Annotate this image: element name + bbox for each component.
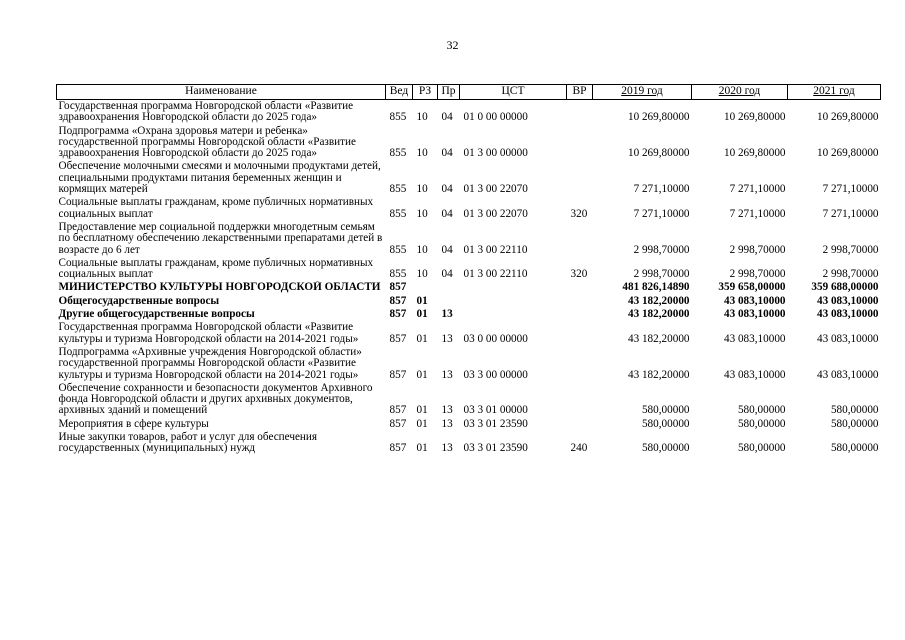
cell-pr: 13: [441, 417, 453, 430]
cell-vr: [567, 346, 593, 382]
table-row: [57, 221, 881, 257]
cell-2020: 580,00000: [737, 404, 786, 417]
cell-2021: 580,00000: [830, 442, 879, 455]
table-row: [57, 160, 881, 196]
cell-ved: 857: [389, 442, 407, 455]
cell-2019: 10 269,80000: [627, 147, 690, 160]
cell-rz: 10: [416, 147, 428, 160]
cell-cst: 03 3 00 00000: [463, 368, 528, 381]
cell-ved: 855: [389, 207, 407, 220]
header-2019: 2019 год: [593, 85, 692, 100]
cell-vr: [567, 100, 593, 125]
cell-rz: 10: [416, 111, 428, 124]
table-row: [57, 281, 881, 294]
cell-2019: 43 182,20000: [627, 368, 690, 381]
cell-2021: 10 269,80000: [816, 111, 879, 124]
table-body: [57, 100, 881, 456]
cell-ved: 855: [389, 111, 407, 124]
cell-name: Подпрограмма «Архивные учреждения Новгородской области» государственной программы Новгородской области «Развитие культуры и туризма Новгородской области на 2014-2021 годы»: [58, 345, 362, 381]
cell-2020: 43 083,10000: [723, 294, 786, 307]
cell-2020: 43 083,10000: [723, 368, 786, 381]
cell-name: Мероприятия в сфере культуры: [58, 417, 209, 430]
cell-pr: 13: [441, 368, 453, 381]
cell-2020: 43 083,10000: [723, 332, 786, 345]
cell-cst: 03 3 01 00000: [463, 404, 528, 417]
table-row: [57, 418, 881, 431]
cell-2019: 580,00000: [641, 417, 690, 430]
cell-2019: 481 826,14890: [622, 281, 690, 294]
cell-2020: 359 658,00000: [718, 281, 786, 294]
cell-2020: 2 998,70000: [729, 243, 786, 256]
cell-2021: 43 083,10000: [816, 332, 879, 345]
cell-vr: [567, 321, 593, 346]
cell-name: Обеспечение молочными смесями и молочными продуктами детей, специальными продуктами питания беременных женщин и кормящих матерей: [58, 160, 381, 196]
cell-vr: [567, 221, 593, 257]
cell-rz: 10: [416, 183, 428, 196]
table-row: [57, 125, 881, 161]
cell-2021: 10 269,80000: [816, 147, 879, 160]
cell-name: Государственная программа Новгородской области «Развитие здравоохранения Новгородской области до 2025 года»: [58, 100, 354, 124]
cell-pr: 13: [441, 308, 453, 321]
cell-2019: 43 182,20000: [627, 332, 690, 345]
cell-2020: 7 271,10000: [729, 207, 786, 220]
cell-cst: [460, 281, 567, 294]
cell-ved: 857: [389, 281, 407, 294]
cell-rz: 01: [416, 308, 428, 321]
cell-ved: 857: [389, 294, 407, 307]
cell-pr: 04: [441, 207, 453, 220]
cell-vr: 320: [570, 268, 588, 281]
cell-pr: [438, 281, 460, 294]
cell-2021: 43 083,10000: [816, 294, 879, 307]
cell-name: Социальные выплаты гражданам, кроме публичных нормативных социальных выплат: [58, 256, 374, 281]
cell-cst: 01 3 00 22070: [463, 207, 528, 220]
cell-ved: 857: [389, 417, 407, 430]
cell-2021: 7 271,10000: [822, 207, 879, 220]
table-row: [57, 257, 881, 282]
cell-name: МИНИСТЕРСТВО КУЛЬТУРЫ НОВГОРОДСКОЙ ОБЛАСТИ: [58, 281, 381, 294]
cell-cst: 01 3 00 22110: [463, 243, 528, 256]
header-cst: ЦСТ: [460, 85, 567, 100]
cell-2019: 43 182,20000: [627, 308, 690, 321]
cell-pr: 04: [441, 111, 453, 124]
cell-2021: 359 688,00000: [811, 281, 879, 294]
cell-2021: 43 083,10000: [816, 368, 879, 381]
cell-cst: 01 0 00 00000: [463, 111, 528, 124]
cell-vr: [567, 308, 593, 321]
table-header: [57, 85, 881, 100]
cell-rz: [413, 281, 438, 294]
cell-name: Общегосударственные вопросы: [58, 294, 220, 307]
cell-cst: 01 3 00 22070: [463, 183, 528, 196]
cell-cst: 03 3 01 23590: [463, 417, 528, 430]
cell-vr: [567, 418, 593, 431]
header-rz: РЗ: [413, 85, 438, 100]
header-ved: Вед: [386, 85, 413, 100]
cell-2019: 43 182,20000: [627, 294, 690, 307]
cell-rz: 01: [416, 294, 428, 307]
cell-2020: 2 998,70000: [729, 268, 786, 281]
cell-vr: [567, 281, 593, 294]
table-row: [57, 382, 881, 418]
cell-name: Государственная программа Новгородской области «Развитие культуры и туризма Новгородской области на 2014-2021 годы»: [58, 321, 359, 345]
cell-ved: 855: [389, 268, 407, 281]
budget-table: [56, 84, 881, 456]
cell-rz: 01: [416, 368, 428, 381]
cell-2019: 580,00000: [641, 442, 690, 455]
cell-pr: 04: [441, 268, 453, 281]
cell-cst: 03 3 01 23590: [463, 442, 528, 455]
cell-pr: 13: [441, 404, 453, 417]
cell-pr: 04: [441, 243, 453, 256]
table-row: [57, 321, 881, 346]
cell-pr: 04: [441, 183, 453, 196]
cell-2020: 10 269,80000: [723, 111, 786, 124]
cell-2019: 2 998,70000: [633, 268, 690, 281]
cell-name: Другие общегосударственные вопросы: [58, 308, 255, 321]
cell-2020: 7 271,10000: [729, 183, 786, 196]
cell-2021: 2 998,70000: [822, 243, 879, 256]
cell-cst: 03 0 00 00000: [463, 332, 528, 345]
cell-name: Иные закупки товаров, работ и услуг для обеспечения государственных (муниципальных) нужд: [58, 431, 318, 455]
cell-2021: 7 271,10000: [822, 183, 879, 196]
cell-cst: [460, 295, 567, 308]
cell-2019: 10 269,80000: [627, 111, 690, 124]
cell-2019: 7 271,10000: [633, 207, 690, 220]
cell-vr: [567, 160, 593, 196]
cell-vr: [567, 382, 593, 418]
cell-vr: [567, 125, 593, 161]
header-pr: Пр: [438, 85, 460, 100]
cell-vr: 240: [570, 442, 588, 455]
cell-2019: 2 998,70000: [633, 243, 690, 256]
cell-ved: 857: [389, 308, 407, 321]
page-number: 32: [446, 38, 459, 52]
table-row: [57, 308, 881, 321]
cell-name: Социальные выплаты гражданам, кроме публичных нормативных социальных выплат: [58, 196, 374, 220]
cell-vr: [567, 295, 593, 308]
cell-name: Подпрограмма «Охрана здоровья матери и ребенка» государственной программы Новгородской области «Развитие здравоохранения Новгородской области до 2025 года»: [58, 124, 356, 160]
table-row: [57, 100, 881, 125]
cell-2020: 580,00000: [737, 442, 786, 455]
cell-2021: 580,00000: [830, 404, 879, 417]
header-2020: 2020 год: [692, 85, 788, 100]
cell-2020: 43 083,10000: [723, 308, 786, 321]
cell-2020: 580,00000: [737, 417, 786, 430]
cell-ved: 857: [389, 368, 407, 381]
cell-2019: 7 271,10000: [633, 183, 690, 196]
header-2021: 2021 год: [788, 85, 881, 100]
cell-2021: 2 998,70000: [822, 268, 879, 281]
cell-vr: 320: [570, 207, 588, 220]
cell-ved: 857: [389, 404, 407, 417]
cell-rz: 10: [416, 207, 428, 220]
table-row: [57, 295, 881, 308]
cell-name: Предоставление мер социальной поддержки многодетным семьям по бесплатному обеспечению лекарственными препаратами детей в возрасте до 6 лет: [58, 220, 383, 256]
cell-cst: 01 3 00 00000: [463, 147, 528, 160]
cell-ved: 857: [389, 332, 407, 345]
cell-ved: 855: [389, 183, 407, 196]
cell-rz: 01: [416, 404, 428, 417]
cell-pr: 04: [441, 147, 453, 160]
table-row: [57, 196, 881, 221]
cell-rz: 01: [416, 417, 428, 430]
cell-2020: 10 269,80000: [723, 147, 786, 160]
cell-rz: 01: [416, 442, 428, 455]
cell-rz: 10: [416, 243, 428, 256]
cell-2021: 43 083,10000: [816, 308, 879, 321]
cell-cst: 01 3 00 22110: [463, 268, 528, 281]
cell-rz: 01: [416, 332, 428, 345]
cell-ved: 855: [389, 147, 407, 160]
cell-name: Обеспечение сохранности и безопасности документов Архивного фонда Новгородской области и других архивных документов, архивных зданий и помещений: [58, 381, 373, 417]
cell-rz: 10: [416, 268, 428, 281]
cell-ved: 855: [389, 243, 407, 256]
cell-pr: 13: [441, 332, 453, 345]
cell-2021: 580,00000: [830, 417, 879, 430]
cell-2019: 580,00000: [641, 404, 690, 417]
table-row: [57, 346, 881, 382]
cell-pr: [438, 295, 460, 308]
header-name: Наименование: [57, 85, 386, 100]
cell-cst: [460, 308, 567, 321]
table-row: [57, 431, 881, 456]
cell-pr: 13: [441, 442, 453, 455]
header-vr: ВР: [567, 85, 593, 100]
